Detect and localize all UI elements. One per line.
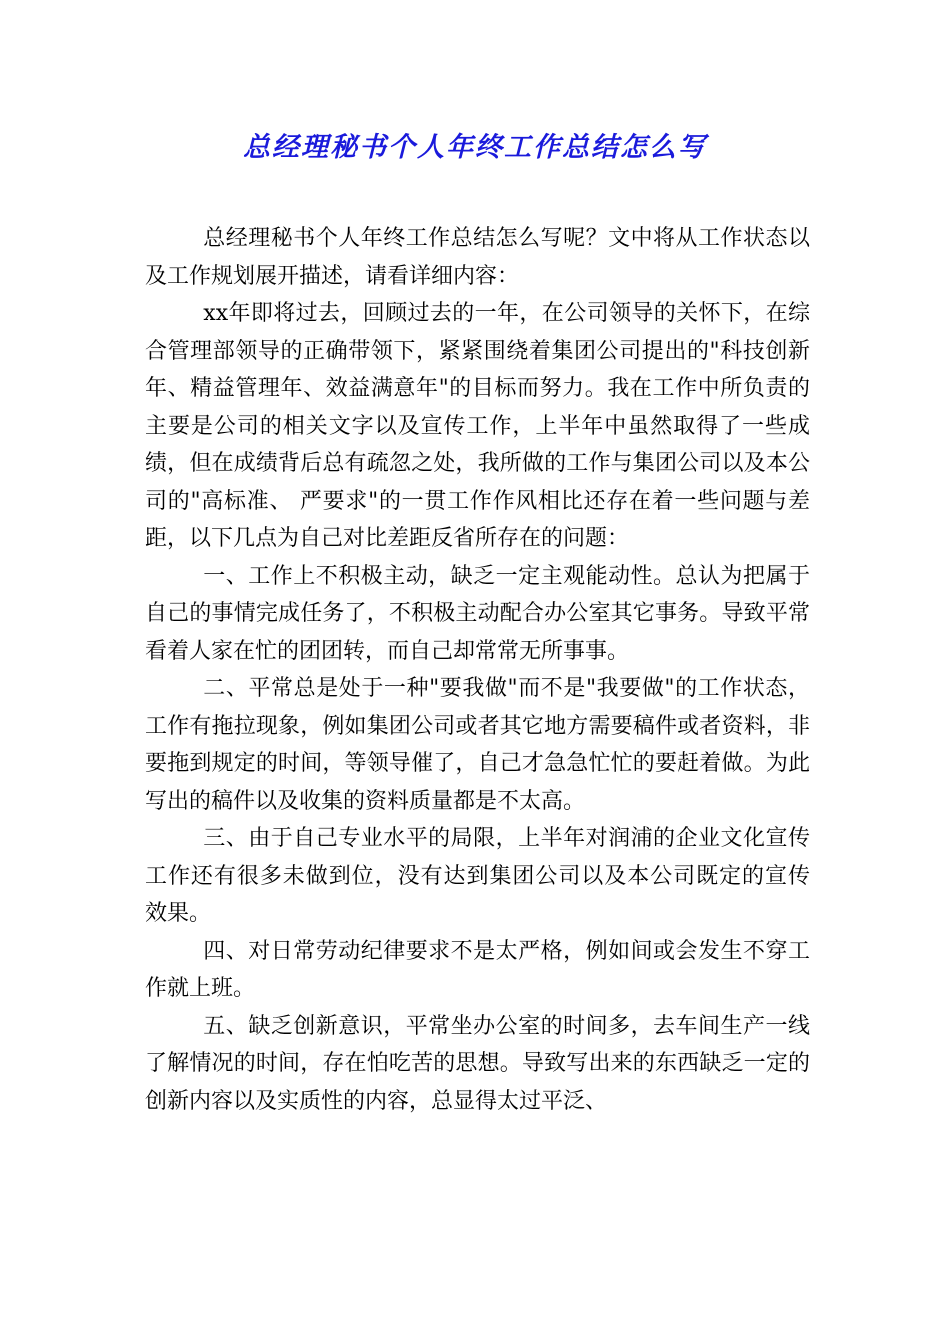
paragraph-issue-3: 三、由于自己专业水平的局限，上半年对润浦的企业文化宣传工作还有很多未做到位，没有达到集团公司以及本公司既定的宣传 效果。 (145, 826, 810, 926)
paragraph-issue-1: 一、工作上不积极主动，缺乏一定主观能动性。总认为把属于自己的事情完成任务了，不积极主动配合办公室其它事务。导致平常看着人家在忙的团团转，而自己却常常无所事事。 (145, 563, 810, 664)
paragraph-issue-4: 四、对日常劳动纪律要求不是太严格，例如间或会发生不穿工作就上班。 (145, 938, 810, 1001)
paragraph-issue-2: 二、平常总是处于一种"要我做"而不是"我要做"的工作状态，工作有拖拉现象，例如集团公司或者其它地方需要稿件或者资料，非要拖到规定的时间，等领导催了，自己才急急忙忙的要赶着做。为此写出的稿件以及收集的资料质量都是不太高。 (145, 676, 810, 814)
document-body (145, 220, 810, 1120)
paragraph-issue-5: 五、缺乏创新意识，平常坐办公室的时间多，去车间生产一线了解情况的时间，存在怕吃苦的思想。导致写出来的东西缺乏一定的创新内容以及实质性的内容，总显得太过平泛、 (145, 1013, 810, 1114)
paragraph-review: xx年即将过去，回顾过去的一年，在公司领导的关怀下，在综合管理部领导的正确带领下，紧紧围绕着集团公司提出的"科技创新年、精益管理年、效益满意年"的目标而努力。我在工作中所负责的主要是公司的相关文字以及宣传工作，上半年中虽然取得了一些成绩，但在成绩背后总有疏忽之处，我所做的工作与集团公司以及本公司的"高标准、 严要求"的一贯工作作风相比还存在着一些问题与差距，以下几点为自己对比差距反省所存在的问题： (145, 301, 810, 551)
document-title: 总经理秘书个人年终工作总结怎么写 (243, 132, 707, 163)
paragraph-intro: 总经理秘书个人年终工作总结怎么写呢？文中将从工作状态以及工作规划展开描述，请看详细内容： (145, 226, 810, 289)
